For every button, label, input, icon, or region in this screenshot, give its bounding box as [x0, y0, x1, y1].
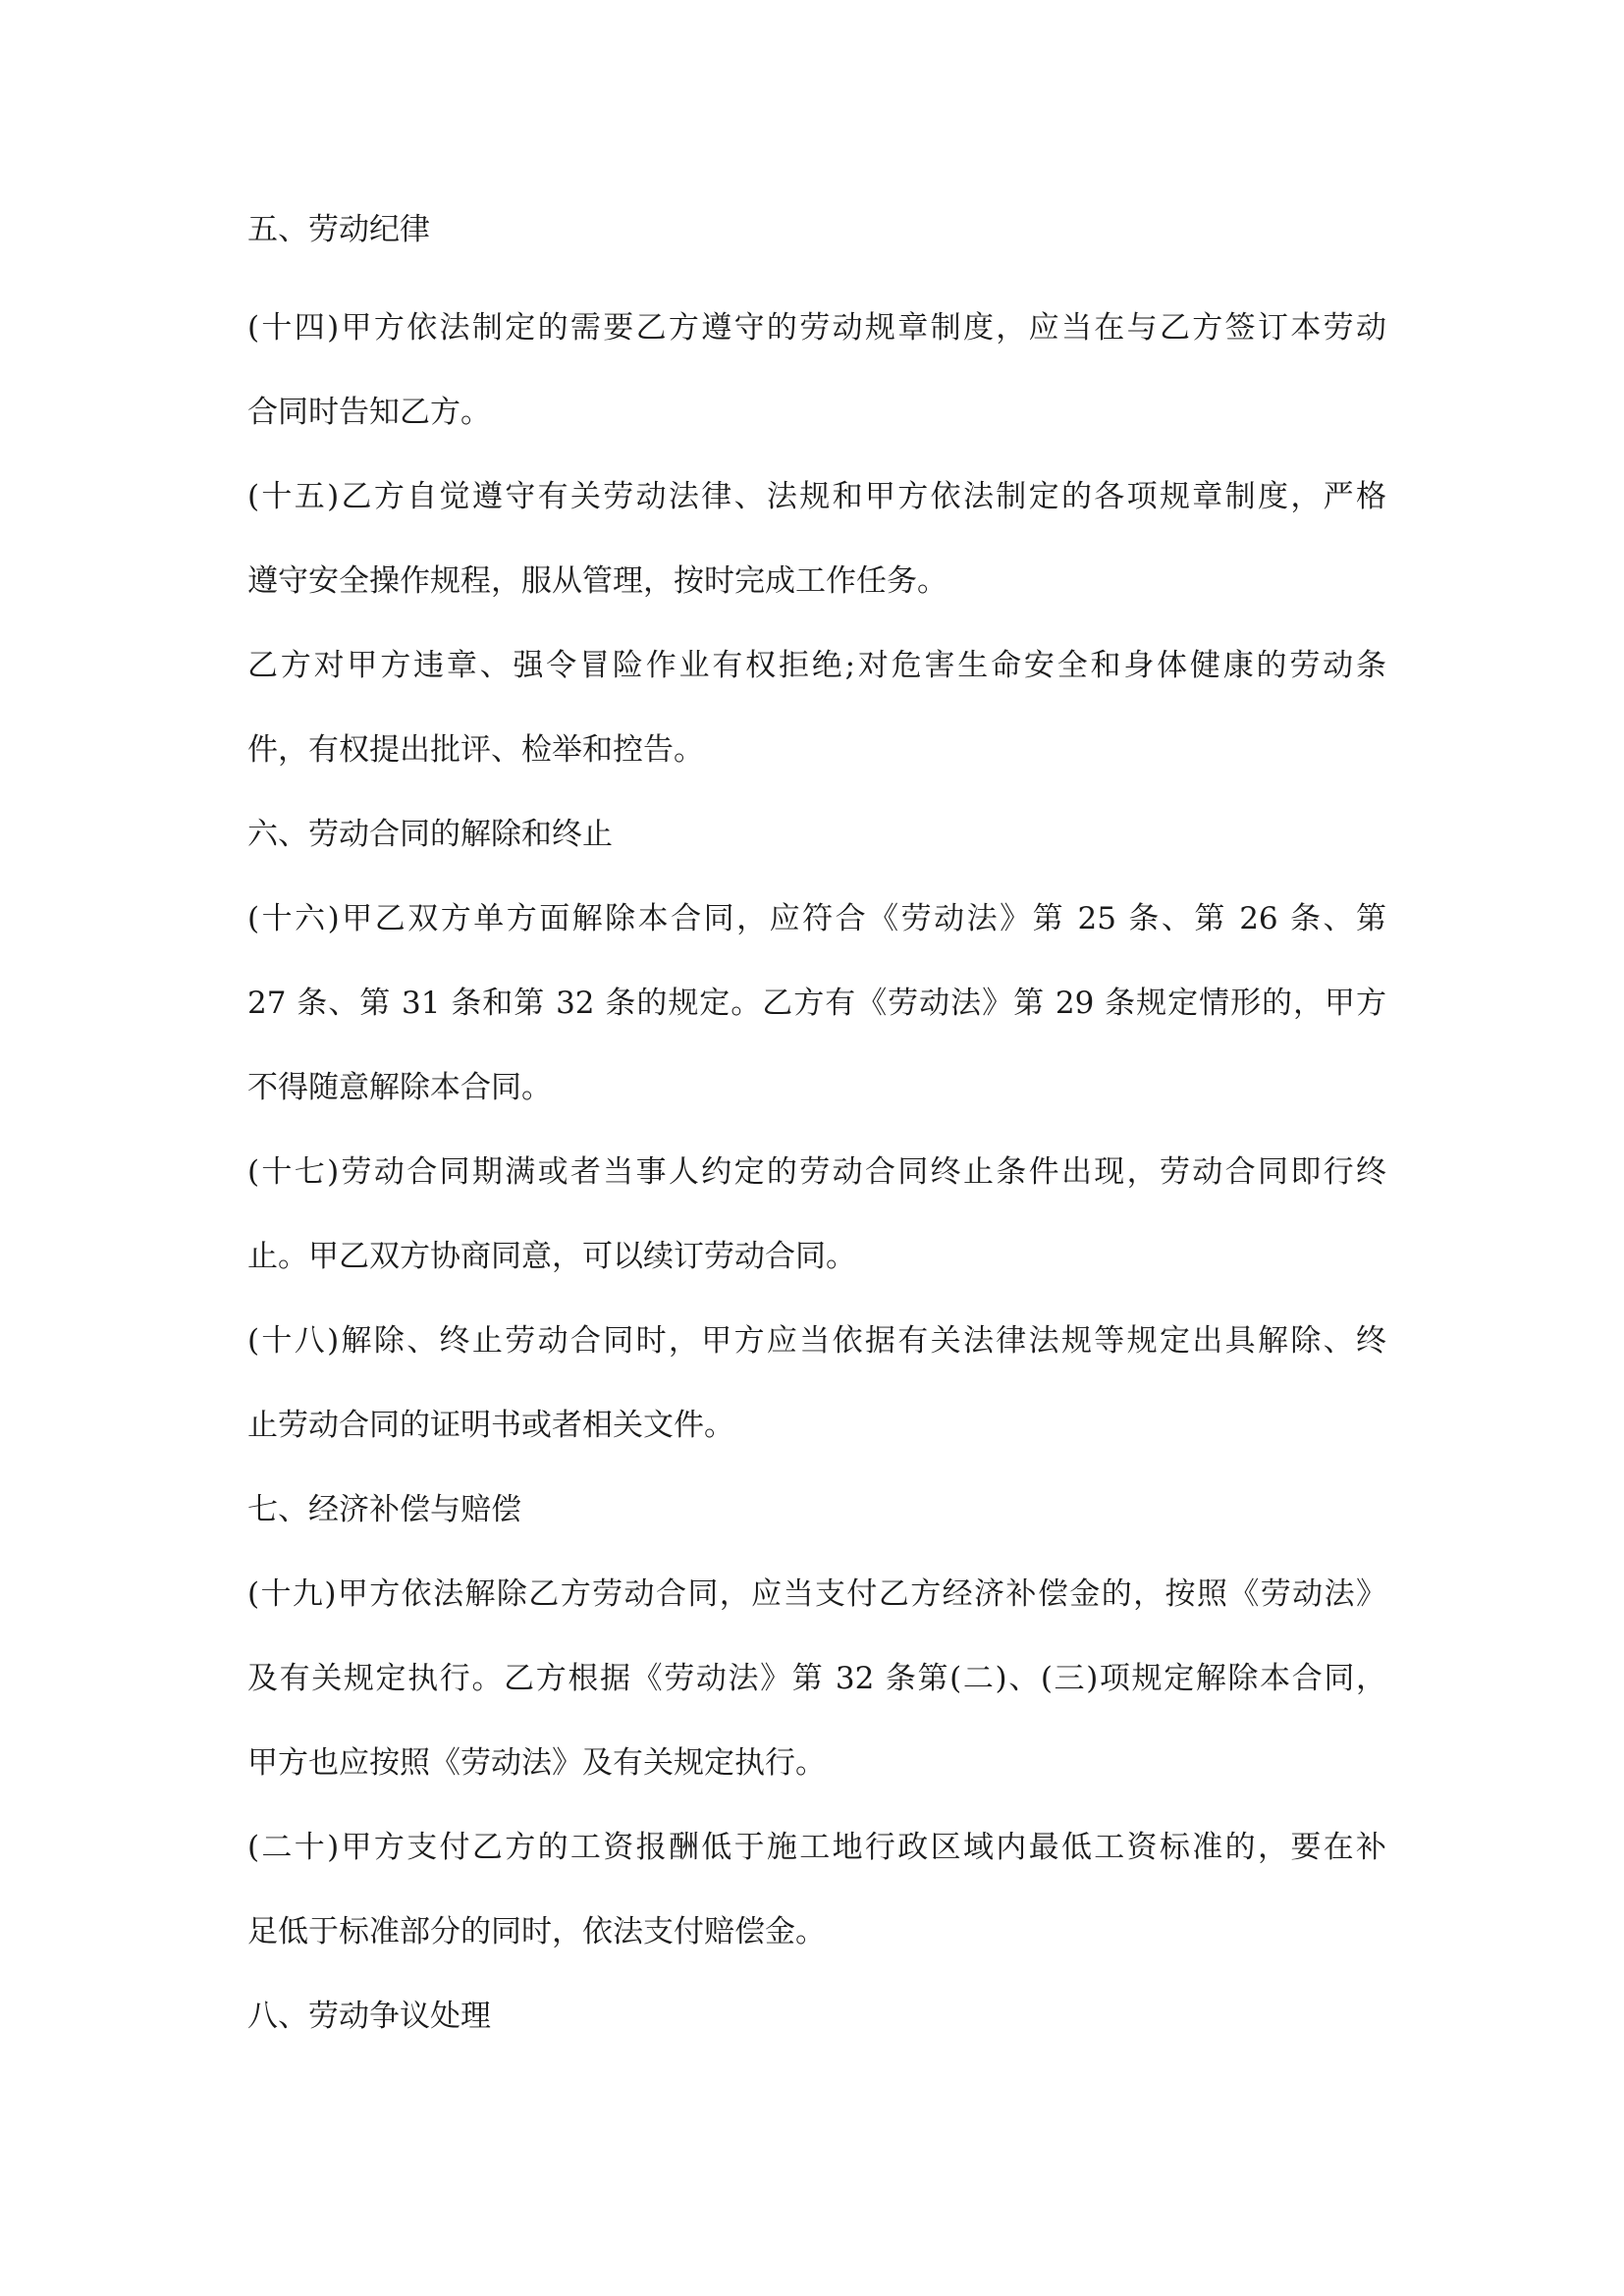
- clause-14-line-2: 合同时告知乙方。: [247, 395, 491, 430]
- clause-15-line-1: (十五)乙方自觉遵守有关劳动法律、法规和甲方依法制定的各项规章制度，严格: [247, 479, 1386, 514]
- section-heading-compensation: 七、经济补偿与赔偿: [247, 1492, 521, 1527]
- clause-19-line-1: (十九)甲方依法解除乙方劳动合同，应当支付乙方经济补偿金的，按照《劳动法》: [247, 1576, 1386, 1612]
- section-heading-labor-discipline: 五、劳动纪律: [247, 212, 430, 247]
- clause-20-line-2: 足低于标准部分的同时，依法支付赔偿金。: [247, 1914, 826, 1949]
- clause-16-line-3: 不得随意解除本合同。: [247, 1070, 552, 1105]
- clause-15-line-2: 遵守安全操作规程，服从管理，按时完成工作任务。: [247, 563, 947, 599]
- clause-20-line-1: (二十)甲方支付乙方的工资报酬低于施工地行政区域内最低工资标准的，要在补: [247, 1830, 1386, 1865]
- clause-18-line-2: 止劳动合同的证明书或者相关文件。: [247, 1408, 734, 1443]
- clause-19-line-3: 甲方也应按照《劳动法》及有关规定执行。: [247, 1745, 826, 1781]
- clause-16-line-1: (十六)甲乙双方单方面解除本合同，应符合《劳动法》第 25 条、第 26 条、第: [247, 901, 1386, 936]
- clause-16-line-2: 27 条、第 31 条和第 32 条的规定。乙方有《劳动法》第 29 条规定情形的，甲方: [247, 986, 1386, 1021]
- section-heading-termination: 六、劳动合同的解除和终止: [247, 817, 613, 852]
- clause-17-line-2: 止。甲乙双方协商同意，可以续订劳动合同。: [247, 1239, 856, 1274]
- clause-15-para-2-line-2: 件，有权提出批评、检举和控告。: [247, 732, 704, 768]
- section-heading-dispute: 八、劳动争议处理: [247, 1999, 491, 2034]
- clause-15-para-2-line-1: 乙方对甲方违章、强令冒险作业有权拒绝;对危害生命安全和身体健康的劳动条: [247, 648, 1386, 683]
- clause-17-line-1: (十七)劳动合同期满或者当事人约定的劳动合同终止条件出现，劳动合同即行终: [247, 1154, 1386, 1190]
- clause-14-line-1: (十四)甲方依法制定的需要乙方遵守的劳动规章制度，应当在与乙方签订本劳动: [247, 310, 1386, 346]
- clause-19-line-2: 及有关规定执行。乙方根据《劳动法》第 32 条第(二)、(三)项规定解除本合同，: [247, 1661, 1386, 1696]
- clause-18-line-1: (十八)解除、终止劳动合同时，甲方应当依据有关法律法规等规定出具解除、终: [247, 1323, 1386, 1359]
